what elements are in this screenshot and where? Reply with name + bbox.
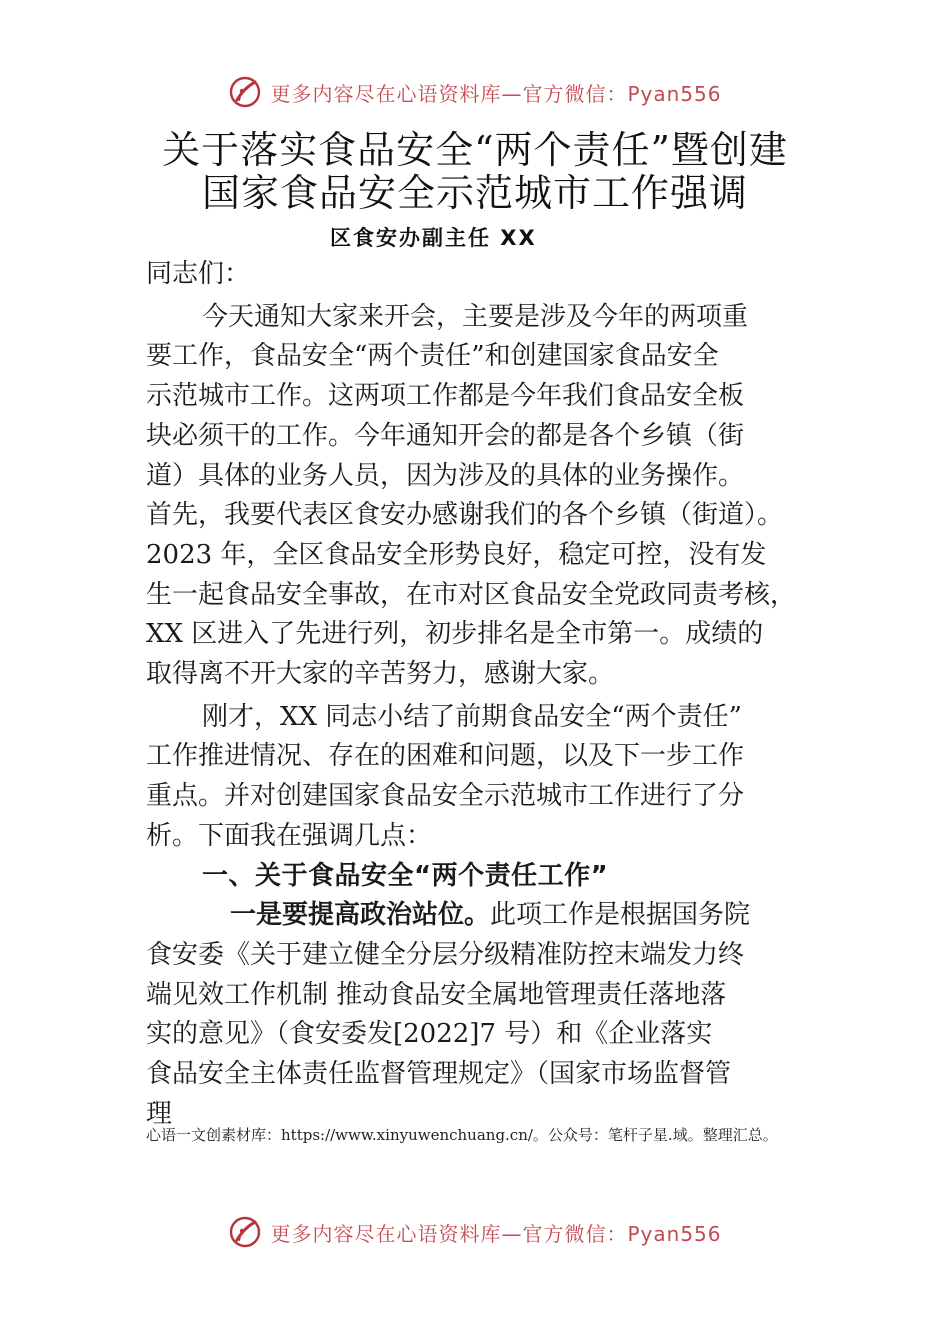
subsection-text: 此项工作是根据国务院 — [490, 900, 751, 931]
banner-label: 更多内容尽在心语资料库—官方微信： — [270, 81, 628, 106]
banner-text — [270, 1218, 721, 1247]
paragraph-line: XX 区进入了先进行列，初步排名是全市第一。成绩的 — [146, 619, 764, 650]
paragraph-line: 今天通知大家来开会，主要是涉及今年的两项重 — [202, 301, 749, 332]
paragraph-line: 道）具体的业务人员，因为涉及的具体的业务操作。 — [146, 460, 745, 491]
source-footer: 心语一文创素材库：https://www.xinyuwenchuang.cn/。公众号：笔杆子星.域。整理汇总。 — [146, 1126, 778, 1144]
paragraph-line: 首先，我要代表区食安办感谢我们的各个乡镇（街道）。 — [146, 500, 784, 531]
banner-text — [270, 78, 721, 107]
wechat-id: Pyan556 — [627, 81, 722, 106]
brush-logo-icon — [228, 1215, 262, 1249]
paragraph-line: 食品安全主体责任监督管理规定》（国家市场监督管 — [146, 1059, 732, 1090]
paragraph-line: 实的意见》（食安委发[2022]7 号）和《企业落实 — [146, 1019, 713, 1050]
paragraph-line: 要工作，食品安全“两个责任”和创建国家食品安全 — [146, 341, 719, 372]
paragraph-line: 块必须干的工作。今年通知开会的都是各个乡镇（街 — [146, 420, 745, 451]
banner-label: 更多内容尽在心语资料库—官方微信： — [270, 1221, 628, 1246]
wechat-id: Pyan556 — [627, 1221, 722, 1246]
paragraph-line: 取得离不开大家的辛苦努力，感谢大家。 — [146, 659, 615, 690]
footer-watermark-banner — [0, 1210, 950, 1254]
document-title-line-2: 国家食品安全示范城市工作强调 — [201, 171, 748, 215]
subsection-heading: 一是要提高政治站位。 — [230, 900, 491, 931]
paragraph-line: 端见效工作机制 推动食品安全属地管理责任落地落 — [146, 979, 727, 1010]
document-title-line-1: 关于落实食品安全“两个责任”暨创建 — [162, 128, 788, 172]
subsection-line — [146, 896, 836, 936]
paragraph-line: 重点。并对创建国家食品安全示范城市工作进行了分 — [146, 781, 745, 812]
document-body — [146, 255, 836, 1134]
paragraph-line: 析。下面我在强调几点： — [146, 820, 433, 851]
paragraph-line: 理 — [146, 1098, 173, 1129]
paragraph-line: 2023 年，全区食品安全形势良好，稳定可控，没有发 — [146, 539, 767, 570]
paragraph-line: 食安委《关于建立健全分层分级精准防控末端发力终 — [146, 939, 745, 970]
section-heading: 一、关于食品安全“两个责任工作” — [202, 860, 609, 891]
header-watermark-banner — [0, 70, 950, 114]
salutation: 同志们： — [146, 259, 251, 289]
paragraph-line: 刚才，XX 同志小结了前期食品安全“两个责任” — [202, 701, 742, 732]
paragraph-line: 生一起食品安全事故，在市对区食品安全党政同责考核， — [146, 579, 797, 610]
paragraph-line: 工作推进情况、存在的困难和问题，以及下一步工作 — [146, 741, 745, 772]
paragraph-line: 示范城市工作。这两项工作都是今年我们食品安全板 — [146, 381, 745, 412]
document-author: 区食安办副主任 XX — [330, 226, 537, 250]
brush-logo-icon — [228, 75, 262, 109]
